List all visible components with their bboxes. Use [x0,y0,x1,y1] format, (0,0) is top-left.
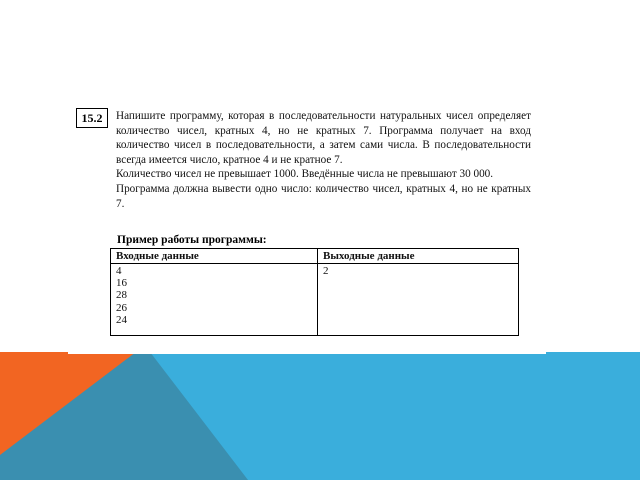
output-header: Выходные данные [318,249,519,264]
task-number: 15.2 [76,108,108,128]
table-row [111,264,519,336]
task-paragraph-2: Количество чисел не превышает 1000. Введённые числа не превышают 30 000. [116,168,494,181]
task-paragraph-1: Напишите программу, которая в последовательности натуральных чисел определяет количество чисел, кратных 4, но не кратных 7. Программа получает на вход количество чисел в последовательности, а затем сами числа. В последовательности всегда имеется число, кратное 4 и не кратное 7. [116,110,531,166]
table-header-row [111,249,519,264]
input-value: 26 [116,301,127,314]
input-header: Входные данные [111,249,318,264]
input-value: 16 [116,277,127,290]
task-paragraph-3: Программа должна вывести одно число: количество чисел, кратных 4, но не кратных 7. [116,182,531,210]
io-example-table [110,248,519,336]
output-cell [318,264,519,336]
input-cell [111,264,318,336]
output-value: 2 [323,265,329,277]
input-value: 24 [116,313,127,326]
example-title: Пример работы программы: [117,234,267,246]
task-text [116,109,531,211]
input-value: 28 [116,289,127,302]
input-value: 4 [116,265,122,277]
